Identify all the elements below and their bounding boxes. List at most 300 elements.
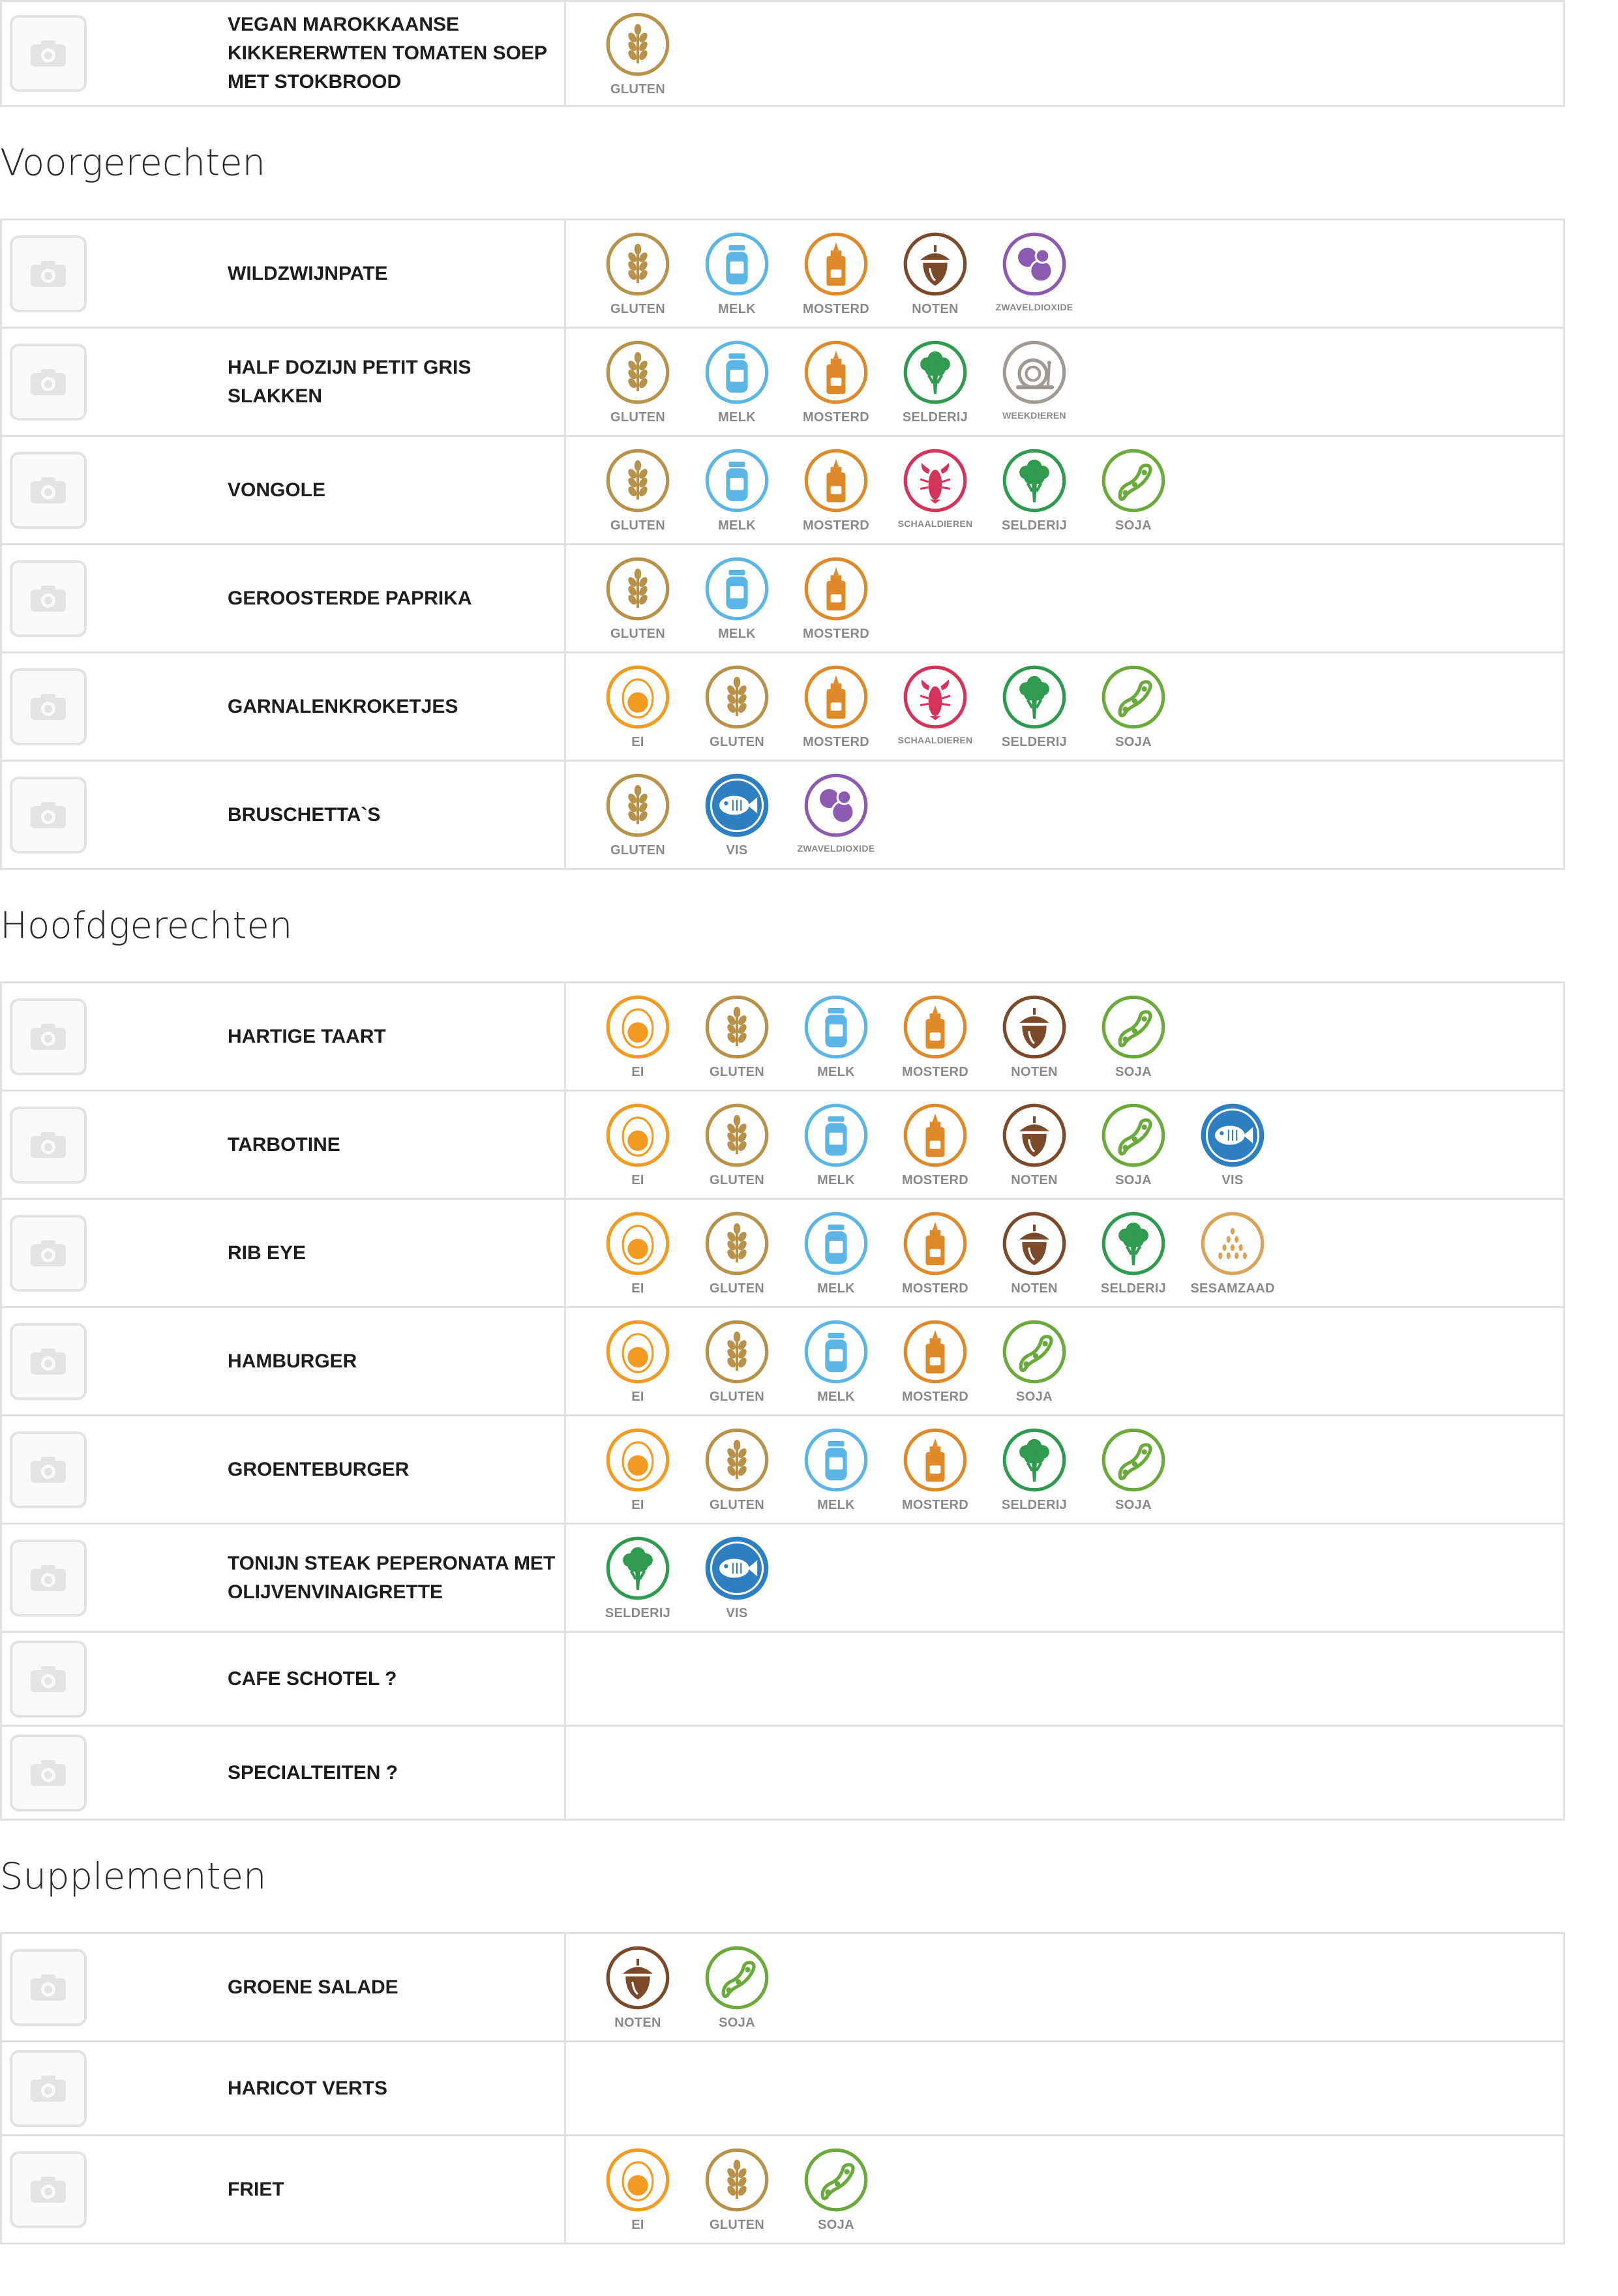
wheat-icon: [703, 1210, 771, 1277]
allergen-mosterd: [787, 663, 886, 750]
milk-bottle-icon: [703, 230, 771, 298]
dish-name: FRIET: [228, 2178, 284, 2200]
allergen-soja: [1084, 663, 1183, 750]
allergen-label: GLUTEN: [709, 1498, 765, 1512]
dish-name: TONIJN STEAK PEPERONATA MET OLIJVENVINAIGRETTE: [228, 1552, 556, 1603]
dish-name-cell: [228, 2136, 565, 2244]
allergen-noten: [985, 1210, 1084, 1296]
allergen-gluten: [588, 338, 687, 425]
mustard-bottle-icon: [802, 555, 870, 623]
allergen-gluten: [588, 555, 687, 642]
egg-icon: [604, 2146, 672, 2214]
wheat-icon: [604, 10, 672, 78]
celery-icon: [1000, 663, 1068, 731]
allergen-vis: [687, 771, 787, 858]
allergen-label: MELK: [817, 1498, 855, 1512]
allergen-noten: [588, 1944, 687, 2031]
dish-name-cell: [228, 1726, 565, 1820]
allergen-gluten: [687, 1101, 787, 1188]
allergens-cell: [565, 220, 1565, 328]
allergen-label: MOSTERD: [802, 410, 870, 425]
allergen-label: EI: [631, 1173, 644, 1187]
wheat-icon: [604, 338, 672, 406]
fish-icon: [703, 771, 771, 839]
allergen-label: MOSTERD: [802, 302, 870, 316]
molecule-icon: [802, 771, 870, 839]
dish-name: HARTIGE TAART: [228, 1025, 386, 1047]
acorn-icon: [1000, 1101, 1068, 1169]
milk-bottle-icon: [802, 1318, 870, 1386]
allergen-ei: [588, 2146, 687, 2233]
dish-photo-cell: [1, 1091, 228, 1199]
acorn-icon: [1000, 993, 1068, 1061]
allergen-label: MELK: [817, 1281, 855, 1296]
allergen-schaaldieren: [886, 447, 985, 529]
table-row: [1, 983, 1565, 1091]
dish-name-cell: [228, 1307, 565, 1416]
wheat-icon: [703, 993, 771, 1061]
camera-placeholder-icon[interactable]: [10, 1323, 87, 1400]
lobster-icon: [901, 663, 969, 731]
allergen-label: GLUTEN: [610, 82, 666, 97]
allergen-label: MOSTERD: [901, 1281, 969, 1296]
allergen-gluten: [687, 1318, 787, 1405]
allergen-label: MOSTERD: [901, 1173, 969, 1187]
allergen-melk: [787, 1318, 886, 1405]
allergens-cell: [565, 983, 1565, 1091]
allergen-label: NOTEN: [1011, 1281, 1058, 1296]
acorn-icon: [901, 230, 969, 298]
dish-photo-cell: [1, 220, 228, 328]
dish-name-cell: [228, 328, 565, 436]
camera-placeholder-icon[interactable]: [10, 1641, 87, 1718]
allergen-list: [588, 2146, 1563, 2233]
allergen-label: WEEKDIEREN: [1002, 410, 1066, 421]
mustard-bottle-icon: [901, 1318, 969, 1386]
allergen-label: SOJA: [1115, 735, 1152, 749]
wheat-icon: [703, 2146, 771, 2214]
allergen-label: MELK: [718, 518, 756, 533]
sesame-icon: [1199, 1210, 1266, 1277]
egg-icon: [604, 1318, 672, 1386]
camera-placeholder-icon[interactable]: [10, 777, 87, 854]
wheat-icon: [703, 1101, 771, 1169]
soybean-icon: [1000, 1318, 1068, 1386]
table-row: [1, 328, 1565, 436]
menu-table: [0, 1932, 1565, 2244]
allergen-label: GLUTEN: [610, 843, 666, 857]
celery-icon: [604, 1534, 672, 1602]
allergen-label: SELDERIJ: [1100, 1281, 1167, 1296]
mustard-bottle-icon: [802, 663, 870, 731]
allergen-label: SELDERIJ: [605, 1606, 671, 1620]
dish-name: VONGOLE: [228, 479, 326, 501]
allergen-gluten: [687, 2146, 787, 2233]
mustard-bottle-icon: [802, 447, 870, 514]
menu-table: [0, 218, 1565, 870]
dish-name-cell: [228, 544, 565, 653]
allergen-list: [588, 663, 1563, 750]
allergen-label: SCHAALDIEREN: [897, 735, 973, 745]
camera-placeholder-icon[interactable]: [10, 235, 87, 312]
allergen-soja: [1084, 993, 1183, 1080]
mustard-bottle-icon: [802, 338, 870, 406]
allergen-selderij: [985, 447, 1084, 533]
allergen-label: MELK: [817, 1173, 855, 1187]
allergens-cell: [565, 1307, 1565, 1416]
allergens-cell: [565, 1933, 1565, 2042]
camera-placeholder-icon[interactable]: [10, 1949, 87, 2026]
milk-bottle-icon: [703, 555, 771, 623]
allergen-label: NOTEN: [1011, 1065, 1058, 1079]
allergen-gluten: [588, 230, 687, 317]
allergens-cell: [565, 328, 1565, 436]
dish-name: GEROOSTERDE PAPRIKA: [228, 587, 472, 609]
allergens-cell: [565, 1, 1565, 106]
wheat-icon: [604, 771, 672, 839]
allergen-mosterd: [886, 1101, 985, 1188]
allergen-sesamzaad: [1183, 1210, 1282, 1296]
allergen-label: GLUTEN: [709, 1065, 765, 1079]
allergen-selderij: [985, 1426, 1084, 1513]
allergens-cell: [565, 544, 1565, 653]
camera-placeholder-icon[interactable]: [10, 344, 87, 421]
allergen-label: GLUTEN: [709, 1281, 765, 1296]
allergens-cell: [565, 2136, 1565, 2244]
allergen-weekdieren: [985, 338, 1084, 421]
allergen-label: SOJA: [1115, 1173, 1152, 1187]
dish-name-cell: [228, 761, 565, 869]
allergen-melk: [687, 447, 787, 533]
soybean-icon: [802, 2146, 870, 2214]
camera-placeholder-icon[interactable]: [10, 2050, 87, 2127]
allergen-label: MELK: [718, 410, 756, 425]
allergen-list: [588, 1534, 1563, 1621]
egg-icon: [604, 1101, 672, 1169]
allergen-list: [588, 1318, 1563, 1405]
camera-placeholder-icon[interactable]: [10, 560, 87, 637]
allergen-soja: [1084, 1101, 1183, 1188]
table-row: [1, 436, 1565, 544]
dish-name-cell: [228, 220, 565, 328]
allergen-label: GLUTEN: [610, 302, 666, 316]
allergen-selderij: [1084, 1210, 1183, 1296]
allergen-label: SOJA: [1016, 1390, 1053, 1404]
allergen-label: SOJA: [1115, 1065, 1152, 1079]
section-heading-text: Hoofdgerechten: [0, 904, 293, 947]
allergen-label: SOJA: [1115, 518, 1152, 533]
dish-name: CAFE SCHOTEL ?: [228, 1667, 397, 1690]
fish-icon: [1199, 1101, 1266, 1169]
dish-name-cell: [228, 1933, 565, 2042]
allergen-label: MOSTERD: [802, 735, 870, 749]
camera-placeholder-icon[interactable]: [10, 1431, 87, 1508]
allergen-label: SOJA: [1115, 1498, 1152, 1512]
allergens-cell: [565, 2042, 1565, 2136]
egg-icon: [604, 1210, 672, 1277]
allergen-melk: [787, 1101, 886, 1188]
allergens-cell: [565, 1416, 1565, 1524]
allergen-ei: [588, 663, 687, 750]
table-row: [1, 653, 1565, 761]
egg-icon: [604, 993, 672, 1061]
allergen-list: [588, 447, 1563, 533]
dish-name: HARICOT VERTS: [228, 2077, 388, 2099]
allergen-melk: [687, 555, 787, 642]
soybean-icon: [703, 1944, 771, 2012]
allergen-vis: [1183, 1101, 1282, 1188]
dish-name-cell: [228, 1632, 565, 1726]
table-row: [1, 1091, 1565, 1199]
allergen-label: GLUTEN: [610, 518, 666, 533]
mustard-bottle-icon: [901, 1210, 969, 1277]
celery-icon: [1100, 1210, 1167, 1277]
allergen-ei: [588, 1426, 687, 1513]
allergen-label: MELK: [817, 1065, 855, 1079]
dish-name: SPECIALTEITEN ?: [228, 1761, 398, 1783]
allergen-label: NOTEN: [1011, 1173, 1058, 1187]
dish-photo-cell: [1, 653, 228, 761]
dish-name: GROENE SALADE: [228, 1976, 398, 1998]
allergen-soja: [687, 1944, 787, 2031]
dish-photo-cell: [1, 1726, 228, 1820]
dish-name: GARNALENKROKETJES: [228, 695, 458, 717]
dish-name-cell: [228, 1091, 565, 1199]
allergen-gluten: [687, 993, 787, 1080]
wheat-icon: [703, 663, 771, 731]
table-row: [1, 1307, 1565, 1416]
wheat-icon: [703, 1318, 771, 1386]
table-row: [1, 1933, 1565, 2042]
milk-bottle-icon: [802, 1426, 870, 1494]
allergen-list: [588, 555, 1563, 642]
molecule-icon: [1000, 230, 1068, 298]
camera-placeholder-icon[interactable]: [10, 1540, 87, 1617]
allergen-ei: [588, 1318, 687, 1405]
wheat-icon: [604, 447, 672, 514]
allergen-label: SESAMZAAD: [1190, 1281, 1275, 1296]
allergen-noten: [886, 230, 985, 317]
dish-photo-cell: [1, 1632, 228, 1726]
allergen-melk: [687, 230, 787, 317]
dish-photo-cell: [1, 1524, 228, 1632]
allergen-zwaveldioxide: [787, 771, 886, 854]
dish-photo-cell: [1, 761, 228, 869]
section-heading: [0, 107, 1565, 218]
egg-icon: [604, 663, 672, 731]
dish-name: HAMBURGER: [228, 1350, 357, 1372]
allergens-cell: [565, 1524, 1565, 1632]
dish-photo-cell: [1, 436, 228, 544]
allergen-label: MOSTERD: [901, 1065, 969, 1079]
allergen-mosterd: [886, 1210, 985, 1296]
milk-bottle-icon: [802, 993, 870, 1061]
wheat-icon: [604, 555, 672, 623]
wheat-icon: [703, 1426, 771, 1494]
allergen-label: GLUTEN: [709, 1173, 765, 1187]
soybean-icon: [1100, 1101, 1167, 1169]
camera-placeholder-icon[interactable]: [10, 668, 87, 745]
dish-photo-cell: [1, 1, 228, 106]
allergens-cell: [565, 1091, 1565, 1199]
allergen-label: GLUTEN: [709, 735, 765, 749]
section-heading: [0, 870, 1565, 981]
dish-photo-cell: [1, 328, 228, 436]
allergen-label: VIS: [1221, 1173, 1244, 1187]
allergen-mosterd: [787, 555, 886, 642]
wheat-icon: [604, 230, 672, 298]
allergen-label: ZWAVELDIOXIDE: [995, 302, 1073, 312]
milk-bottle-icon: [802, 1210, 870, 1277]
allergen-label: SOJA: [719, 2016, 755, 2030]
allergen-gluten: [687, 663, 787, 750]
dish-name-cell: [228, 1199, 565, 1307]
allergen-list: [588, 993, 1563, 1080]
dish-photo-cell: [1, 983, 228, 1091]
table-row: [1, 220, 1565, 328]
allergen-label: SELDERIJ: [1001, 1498, 1068, 1512]
allergens-cell: [565, 436, 1565, 544]
table-row: [1, 1632, 1565, 1726]
allergen-label: ZWAVELDIOXIDE: [797, 843, 875, 854]
section-heading-text: Supplementen: [0, 1855, 267, 1898]
table-row: [1, 544, 1565, 653]
allergen-schaaldieren: [886, 663, 985, 745]
allergen-melk: [787, 1210, 886, 1296]
allergen-label: EI: [631, 1390, 644, 1404]
allergens-cell: [565, 761, 1565, 869]
milk-bottle-icon: [802, 1101, 870, 1169]
table-row: [1, 761, 1565, 869]
celery-icon: [1000, 1426, 1068, 1494]
dish-name-cell: [228, 1, 565, 106]
allergen-label: GLUTEN: [610, 627, 666, 641]
lobster-icon: [901, 447, 969, 514]
allergen-label: EI: [631, 735, 644, 749]
allergen-label: MOSTERD: [802, 518, 870, 533]
dish-name-cell: [228, 2042, 565, 2136]
table-row: [1, 1524, 1565, 1632]
allergen-label: MELK: [718, 627, 756, 641]
camera-placeholder-icon[interactable]: [10, 1215, 87, 1292]
allergen-label: GLUTEN: [709, 1390, 765, 1404]
allergen-label: MOSTERD: [901, 1390, 969, 1404]
allergens-cell: [565, 653, 1565, 761]
allergen-mosterd: [886, 1318, 985, 1405]
soybean-icon: [1100, 993, 1167, 1061]
camera-placeholder-icon[interactable]: [10, 2151, 87, 2228]
camera-placeholder-icon[interactable]: [10, 15, 87, 92]
table-row: [1, 1, 1565, 106]
dish-name: HALF DOZIJN PETIT GRIS SLAKKEN: [228, 356, 472, 407]
allergen-label: EI: [631, 1498, 644, 1512]
allergen-melk: [687, 338, 787, 425]
camera-placeholder-icon[interactable]: [10, 998, 87, 1075]
dish-name: TARBOTINE: [228, 1133, 340, 1155]
allergen-label: VIS: [726, 1606, 748, 1620]
celery-icon: [901, 338, 969, 406]
allergen-melk: [787, 993, 886, 1080]
camera-placeholder-icon[interactable]: [10, 452, 87, 529]
allergen-mosterd: [787, 230, 886, 317]
allergen-list: [588, 1426, 1563, 1513]
allergen-list: [588, 1101, 1563, 1188]
allergen-label: VIS: [726, 843, 748, 857]
dish-name-cell: [228, 436, 565, 544]
dish-name: BRUSCHETTA`S: [228, 803, 381, 826]
allergen-selderij: [886, 338, 985, 425]
allergen-ei: [588, 1210, 687, 1296]
allergen-label: MELK: [718, 302, 756, 316]
allergen-melk: [787, 1426, 886, 1513]
allergen-label: MELK: [817, 1390, 855, 1404]
dish-name: RIB EYE: [228, 1242, 307, 1264]
mustard-bottle-icon: [901, 1426, 969, 1494]
allergen-mosterd: [886, 1426, 985, 1513]
allergen-list: [588, 230, 1563, 317]
dish-photo-cell: [1, 2136, 228, 2244]
allergen-label: SELDERIJ: [1001, 518, 1068, 533]
dish-name-cell: [228, 1416, 565, 1524]
allergen-mosterd: [787, 447, 886, 533]
allergen-gluten: [588, 10, 687, 97]
section-heading-text: Voorgerechten: [0, 142, 266, 184]
allergen-noten: [985, 1101, 1084, 1188]
allergen-label: EI: [631, 1281, 644, 1296]
dish-photo-cell: [1, 544, 228, 653]
allergen-noten: [985, 993, 1084, 1080]
allergen-soja: [1084, 1426, 1183, 1513]
allergen-list: [588, 1210, 1563, 1296]
dish-name: GROENTEBURGER: [228, 1458, 410, 1480]
allergen-gluten: [588, 447, 687, 533]
allergen-mosterd: [787, 338, 886, 425]
allergen-list: [588, 1944, 1563, 2031]
allergen-gluten: [687, 1426, 787, 1513]
allergen-soja: [1084, 447, 1183, 533]
table-row: [1, 1726, 1565, 1820]
egg-icon: [604, 1426, 672, 1494]
dish-photo-cell: [1, 2042, 228, 2136]
camera-placeholder-icon[interactable]: [10, 1735, 87, 1811]
allergen-gluten: [588, 771, 687, 858]
table-row: [1, 2042, 1565, 2136]
allergen-label: EI: [631, 1065, 644, 1079]
camera-placeholder-icon[interactable]: [10, 1107, 87, 1184]
dish-name-cell: [228, 983, 565, 1091]
milk-bottle-icon: [703, 447, 771, 514]
mustard-bottle-icon: [802, 230, 870, 298]
allergen-zwaveldioxide: [985, 230, 1084, 312]
acorn-icon: [1000, 1210, 1068, 1277]
allergen-selderij: [588, 1534, 687, 1621]
dish-name: WILDZWIJNPATE: [228, 262, 388, 284]
allergens-cell: [565, 1632, 1565, 1726]
table-row: [1, 1416, 1565, 1524]
dish-name-cell: [228, 1524, 565, 1632]
allergen-mosterd: [886, 993, 985, 1080]
allergen-label: NOTEN: [912, 302, 959, 316]
section-heading: [0, 1821, 1565, 1932]
allergen-label: GLUTEN: [709, 2218, 765, 2232]
allergen-label: SCHAALDIEREN: [897, 518, 973, 529]
milk-bottle-icon: [703, 338, 771, 406]
menu-table: [0, 981, 1565, 1821]
allergen-label: MOSTERD: [802, 627, 870, 641]
allergen-label: SELDERIJ: [902, 410, 968, 425]
allergens-cell: [565, 1726, 1565, 1820]
allergen-soja: [985, 1318, 1084, 1405]
